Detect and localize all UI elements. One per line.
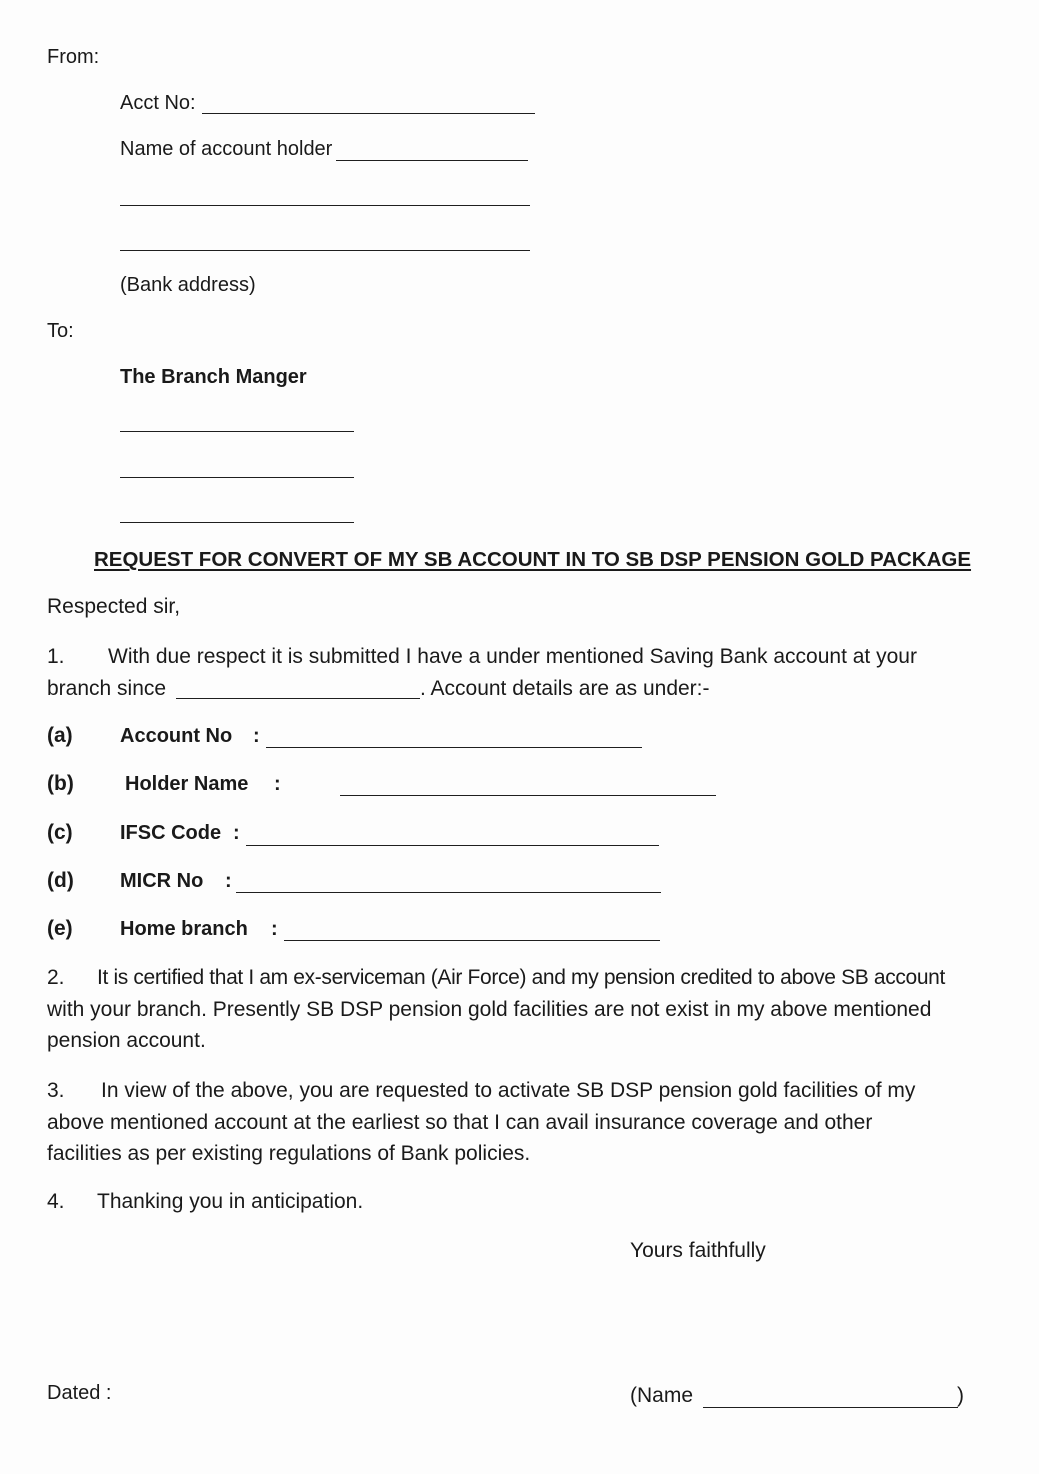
para2-line1: It is certified that I am ex-serviceman (Air Force) and my pension credited to above SB account	[97, 966, 945, 989]
para4-text: Thanking you in anticipation.	[97, 1190, 364, 1213]
detail-b-tag: (b)	[47, 772, 74, 795]
para2-line3: pension account.	[47, 1029, 206, 1052]
subject-heading: REQUEST FOR CONVERT OF MY SB ACCOUNT IN TO SB DSP PENSION GOLD PACKAGE	[94, 548, 972, 571]
bank-address-label: (Bank address)	[120, 274, 256, 296]
para4-number: 4.	[47, 1190, 65, 1213]
salutation: Respected sir,	[47, 595, 181, 618]
detail-d-tag: (d)	[47, 869, 74, 892]
detail-e-colon: :	[271, 918, 278, 940]
ifsc-code-blank[interactable]	[246, 845, 659, 846]
para1-line1: With due respect it is submitted I have a under mentioned Saving Bank account at your	[108, 645, 917, 668]
detail-c-colon: :	[233, 822, 240, 844]
para3-number: 3.	[47, 1079, 65, 1102]
detail-c-label: IFSC Code	[120, 822, 222, 844]
to-label: To:	[47, 320, 74, 342]
branch-since-blank[interactable]	[176, 698, 420, 699]
name-open-label: (Name	[630, 1384, 694, 1407]
account-no-blank[interactable]	[266, 747, 642, 748]
para2-number: 2.	[47, 966, 65, 989]
recipient-blank-2[interactable]	[120, 477, 354, 478]
para3-line2: above mentioned account at the earliest so that I can avail insurance coverage and other	[47, 1111, 873, 1134]
para3-line3: facilities as per existing regulations of Bank policies.	[47, 1142, 531, 1165]
name-close-paren: )	[957, 1384, 964, 1407]
detail-a-label: Account No	[120, 725, 233, 747]
para1-number: 1.	[47, 645, 65, 668]
acct-no-label: Acct No:	[120, 92, 196, 114]
detail-c-tag: (c)	[47, 821, 73, 844]
home-branch-blank[interactable]	[284, 940, 660, 941]
para1-line2-start: branch since	[47, 677, 167, 700]
detail-e-label: Home branch	[120, 918, 248, 940]
detail-a-tag: (a)	[47, 724, 73, 747]
detail-d-label: MICR No	[120, 870, 204, 892]
holder-name-blank[interactable]	[340, 795, 716, 796]
account-holder-blank[interactable]	[336, 160, 528, 161]
recipient-blank-3[interactable]	[120, 522, 354, 523]
from-label: From:	[47, 46, 100, 68]
signature-name-blank[interactable]	[703, 1407, 958, 1408]
micr-no-blank[interactable]	[236, 892, 661, 893]
detail-b-label: Holder Name	[125, 773, 249, 795]
acct-no-blank[interactable]	[202, 113, 535, 114]
recipient-title: The Branch Manger	[120, 366, 307, 388]
para3-line1: In view of the above, you are requested to activate SB DSP pension gold facilities of my	[101, 1079, 916, 1102]
closing-yours-faithfully: Yours faithfully	[630, 1239, 766, 1262]
recipient-blank-1[interactable]	[120, 431, 354, 432]
detail-a-colon: :	[253, 725, 260, 747]
dated-label: Dated :	[47, 1382, 112, 1404]
detail-e-tag: (e)	[47, 917, 73, 940]
para1-line2-end: . Account details are as under:-	[420, 677, 710, 700]
bank-address-blank-1[interactable]	[120, 205, 530, 206]
detail-d-colon: :	[225, 870, 232, 892]
detail-b-colon: :	[274, 773, 281, 795]
bank-address-blank-2[interactable]	[120, 250, 530, 251]
account-holder-label: Name of account holder	[120, 138, 333, 160]
para2-line2: with your branch. Presently SB DSP pension gold facilities are not exist in my above mentioned	[47, 998, 932, 1021]
